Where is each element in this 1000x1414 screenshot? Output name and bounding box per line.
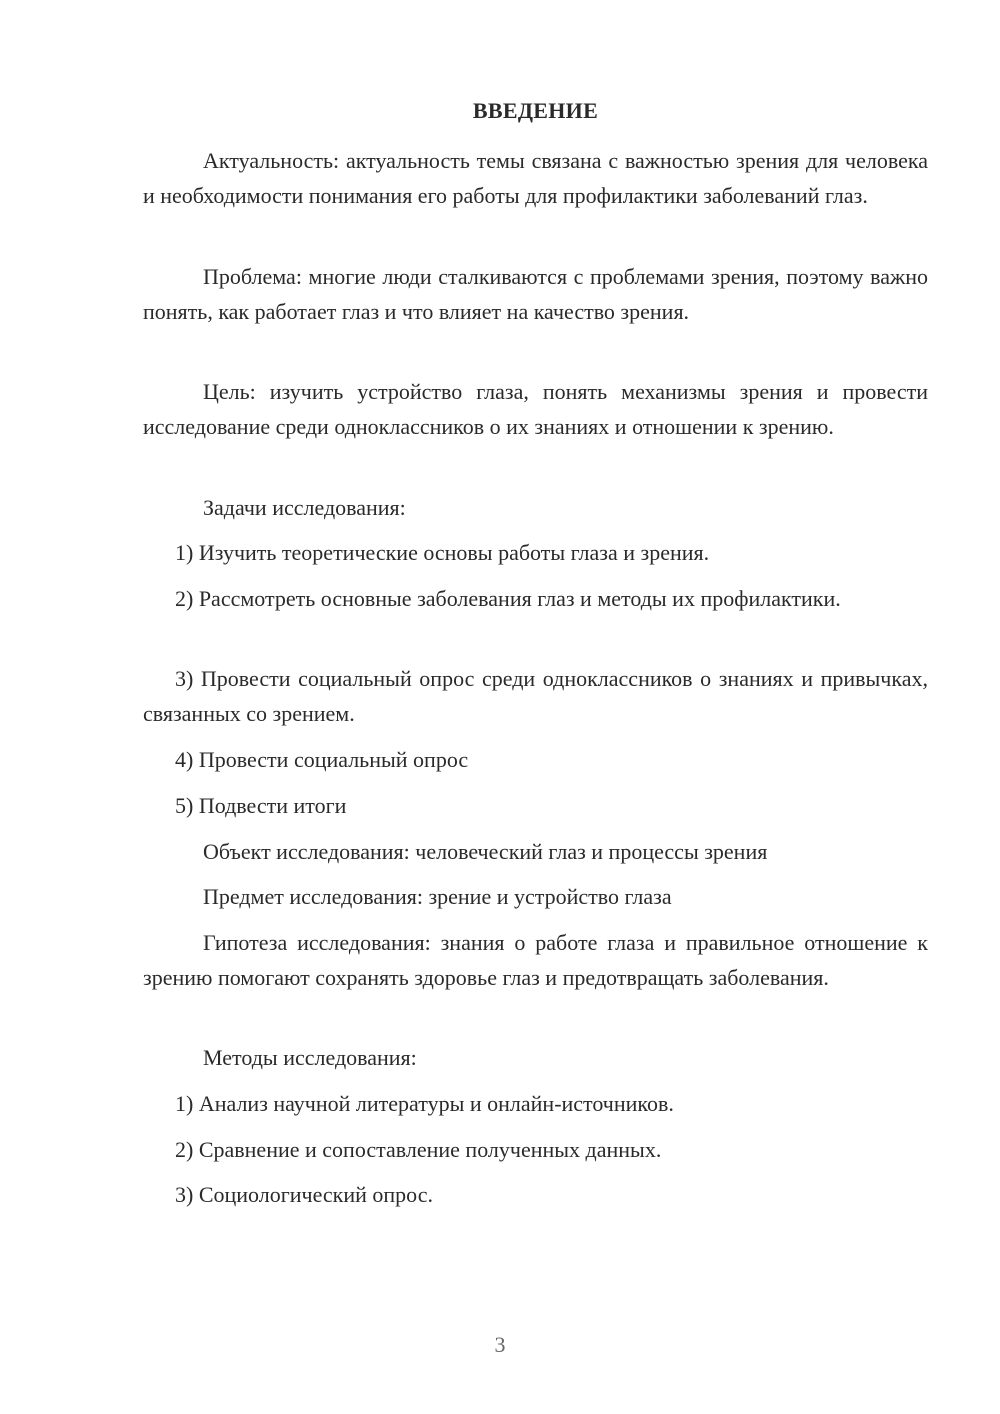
list-item-task-1: 1) Изучить теоретические основы работы глаза и зрения.	[175, 540, 710, 565]
list-item-task-2: 2) Рассмотреть основные заболевания глаз и методы их профилактики.	[175, 586, 841, 611]
paragraph-hypothesis: Гипотеза исследования: знания о работе глаза и правильное отношение к зрению помогают сохранять здоровье глаз и предотвращать заболевания.	[143, 930, 928, 990]
paragraph-relevance: Актуальность: актуальность темы связана с важностью зрения для человека и необходимости понимания его работы для профилактики заболеваний глаз.	[143, 148, 928, 208]
paragraph-subject: Предмет исследования: зрение и устройство глаза	[203, 884, 672, 909]
paragraph-problem: Проблема: многие люди сталкиваются с проблемами зрения, поэтому важно понять, как работает глаз и что влияет на качество зрения.	[143, 264, 928, 324]
list-item-task-4: 4) Провести социальный опрос	[175, 747, 469, 772]
paragraph-goal: Цель: изучить устройство глаза, понять механизмы зрения и провести исследование среди одноклассников о их знаниях и отношении к зрению.	[143, 379, 928, 439]
paragraph-methods-heading: Методы исследования:	[203, 1045, 417, 1070]
list-item-task-5: 5) Подвести итоги	[175, 793, 347, 818]
page-number: 3	[494, 1332, 506, 1357]
list-item-method-1: 1) Анализ научной литературы и онлайн-источников.	[175, 1091, 674, 1116]
paragraph-object: Объект исследования: человеческий глаз и процессы зрения	[203, 839, 768, 864]
list-item-task-3: 3) Провести социальный опрос среди одноклассников о знаниях и привычках, связанных со зрением.	[143, 666, 928, 726]
section-title: ВВЕДЕНИЕ	[472, 98, 599, 123]
list-item-method-2: 2) Сравнение и сопоставление полученных данных.	[175, 1137, 662, 1162]
paragraph-tasks-heading: Задачи исследования:	[203, 495, 406, 520]
list-item-method-3: 3) Социологический опрос.	[175, 1182, 433, 1207]
